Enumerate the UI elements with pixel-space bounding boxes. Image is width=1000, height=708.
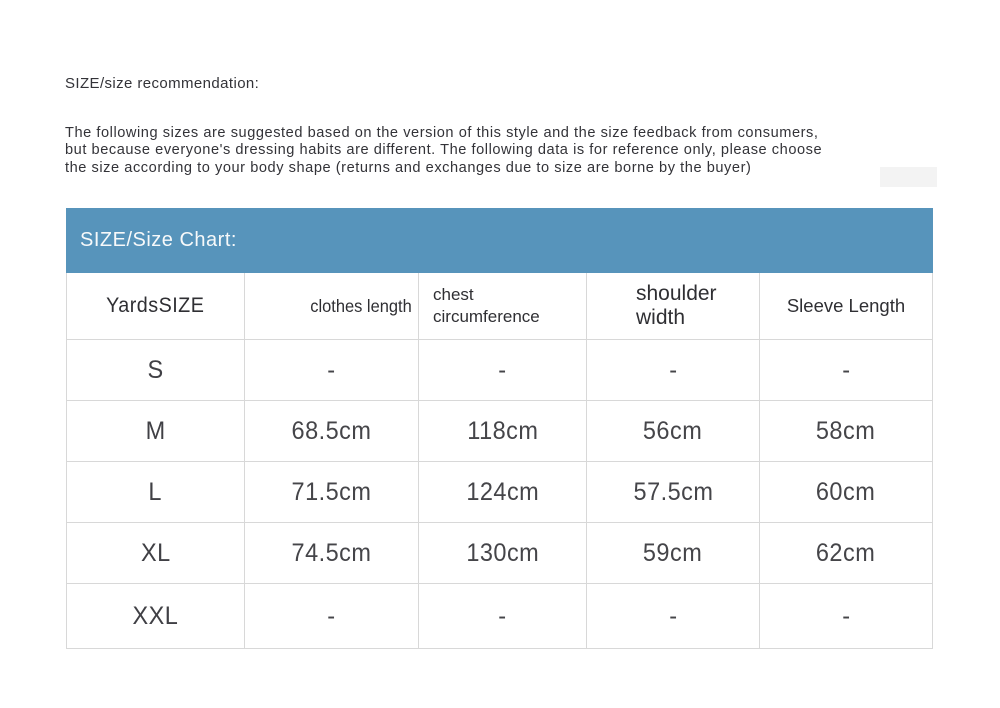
size-label: L — [148, 477, 163, 506]
size-value: - — [327, 601, 336, 630]
description-line: the size according to your body shape (returns and exchanges due to size are borne by the buyer) — [65, 159, 752, 176]
size-label: XXL — [132, 601, 179, 630]
size-value-cell — [587, 401, 760, 462]
size-value-cell — [760, 462, 932, 523]
size-label: XL — [140, 538, 171, 567]
size-label: M — [145, 416, 166, 445]
size-value-cell — [419, 584, 587, 648]
size-value: - — [327, 355, 336, 384]
size-value: - — [498, 601, 507, 630]
size-chart-title-bar — [66, 208, 933, 273]
size-value: 130cm — [466, 538, 539, 567]
column-header-yards-size — [67, 273, 245, 340]
size-value: 71.5cm — [291, 477, 372, 506]
size-row-label — [67, 462, 245, 523]
translation-artifact-box — [880, 167, 937, 187]
size-chart-title: SIZE/Size Chart: — [80, 229, 237, 251]
size-value: - — [668, 355, 678, 384]
size-recommendation-text — [65, 125, 945, 177]
column-header-chest-circumference — [419, 273, 587, 340]
size-value: - — [668, 601, 678, 630]
size-value: - — [498, 355, 507, 384]
size-value: 118cm — [466, 416, 539, 445]
size-value-cell — [245, 462, 419, 523]
column-header-label: clothes length — [310, 295, 412, 316]
size-value: 68.5cm — [291, 416, 372, 445]
size-value-cell — [760, 584, 932, 648]
size-value-cell — [587, 462, 760, 523]
size-value-cell — [245, 401, 419, 462]
column-header-shoulder-width — [587, 273, 760, 340]
size-value: 56cm — [643, 416, 703, 445]
column-header-label: Sleeve Length — [786, 295, 906, 316]
size-value: 60cm — [816, 477, 876, 506]
size-chart-section — [66, 208, 933, 649]
size-value: - — [841, 355, 851, 384]
column-header-label: shoulder — [636, 282, 717, 305]
size-value: 62cm — [816, 538, 876, 567]
size-value-cell — [587, 523, 760, 584]
size-value-cell — [419, 462, 587, 523]
page-heading: SIZE/size recommendation: — [65, 75, 260, 92]
column-header-label: chest — [433, 285, 474, 304]
size-value: 124cm — [466, 477, 539, 506]
column-header-clothes-length — [245, 273, 419, 340]
size-value: - — [841, 601, 851, 630]
size-value-cell — [419, 340, 587, 401]
size-row-label — [67, 340, 245, 401]
column-header-label: YardsSIZE — [106, 294, 205, 317]
column-header-sleeve-length — [760, 273, 932, 340]
description-line: The following sizes are suggested based on the version of this style and the size feedback from consumers, — [65, 125, 819, 141]
size-value: 59cm — [643, 538, 703, 567]
size-value: 58cm — [816, 416, 876, 445]
size-value-cell — [245, 584, 419, 648]
column-header-label: width — [636, 306, 686, 329]
size-value-cell — [245, 340, 419, 401]
size-value: 74.5cm — [291, 538, 372, 567]
size-value-cell — [587, 340, 760, 401]
size-value-cell — [760, 523, 932, 584]
size-row-label — [67, 401, 245, 462]
description-line: but because everyone's dressing habits are different. The following data is for reference only, please choose — [65, 142, 823, 159]
size-value-cell — [760, 401, 932, 462]
size-table — [66, 273, 933, 649]
size-row-label — [67, 523, 245, 584]
column-header-label: circumference — [433, 307, 540, 326]
size-value-cell — [587, 584, 760, 648]
size-value-cell — [760, 340, 932, 401]
size-value-cell — [419, 523, 587, 584]
size-value-cell — [245, 523, 419, 584]
size-label: S — [147, 355, 164, 384]
size-row-label — [67, 584, 245, 648]
size-value: 57.5cm — [633, 477, 713, 506]
size-value-cell — [419, 401, 587, 462]
